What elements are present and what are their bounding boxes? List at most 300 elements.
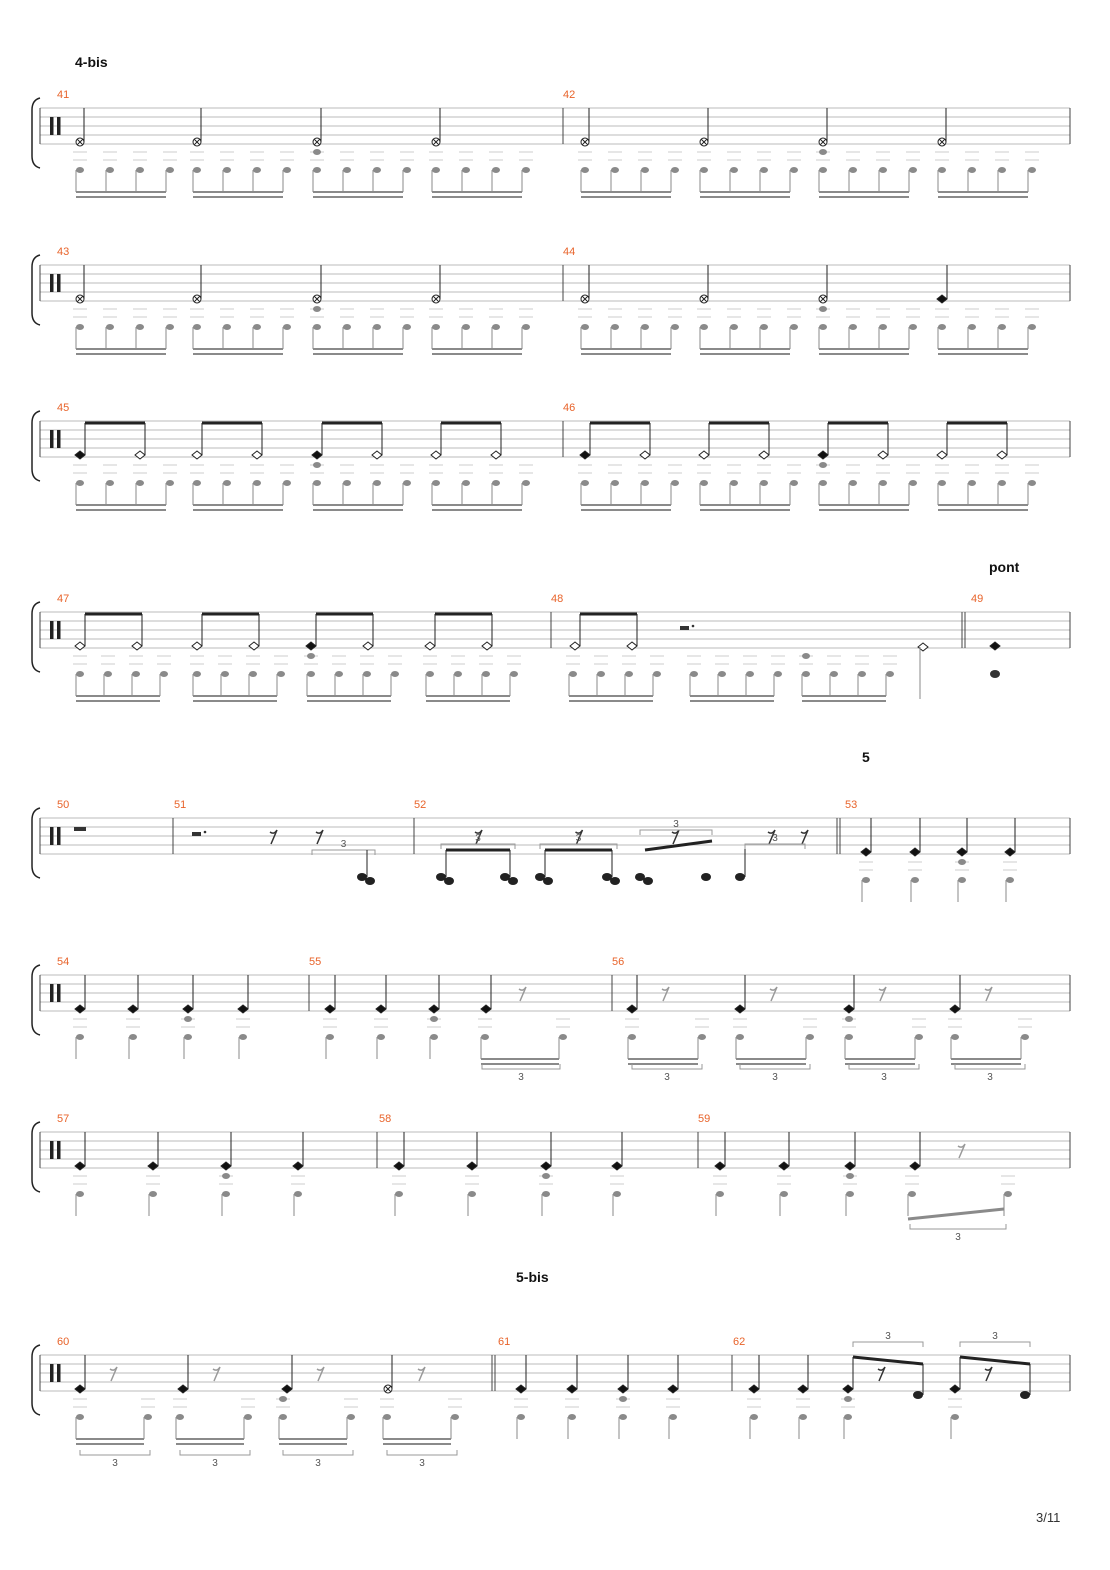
grey-notehead	[193, 324, 201, 330]
tuplet-number: 3	[419, 1458, 425, 1469]
measure-number-47: 47	[57, 593, 70, 605]
grey-notehead	[239, 1034, 247, 1040]
filled-diamond-note	[429, 1005, 439, 1013]
filled-diamond-note	[75, 451, 85, 459]
percussion-clef	[57, 984, 61, 1002]
tuplet-number: 3	[992, 1331, 998, 1342]
grey-notehead	[619, 1414, 627, 1420]
note-beam	[960, 1357, 1030, 1364]
grey-notehead	[879, 480, 887, 486]
grey-notehead	[223, 324, 231, 330]
grey-notehead	[313, 167, 321, 173]
grey-notehead	[223, 480, 231, 486]
grey-notehead	[830, 671, 838, 677]
grey-notehead	[611, 167, 619, 173]
eighth-rest	[270, 830, 277, 844]
grey-notehead	[249, 671, 257, 677]
grey-notehead	[76, 1191, 84, 1197]
eighth-rest	[770, 987, 777, 1001]
section-label-5: 5	[862, 749, 870, 765]
measure-number-50: 50	[57, 799, 70, 811]
grey-notehead	[432, 324, 440, 330]
grey-notehead	[909, 480, 917, 486]
open-diamond-note	[937, 451, 947, 459]
grey-notehead	[700, 324, 708, 330]
open-diamond-note	[491, 451, 501, 459]
grey-notehead	[879, 167, 887, 173]
filled-diamond-note	[178, 1385, 188, 1393]
grey-notehead	[845, 1016, 853, 1022]
grey-notehead	[166, 324, 174, 330]
grey-notehead	[849, 324, 857, 330]
grey-notehead	[1021, 1034, 1029, 1040]
grey-notehead	[1006, 877, 1014, 883]
grey-notehead	[653, 671, 661, 677]
dark-notehead	[990, 670, 1000, 678]
tuplet-number: 3	[315, 1458, 321, 1469]
grey-notehead	[432, 480, 440, 486]
grey-notehead	[313, 306, 321, 312]
half-rest	[192, 832, 201, 836]
filled-diamond-note	[627, 1005, 637, 1013]
grey-notehead	[951, 1414, 959, 1420]
grey-notehead	[790, 480, 798, 486]
grey-notehead	[958, 859, 966, 865]
filled-diamond-note	[612, 1162, 622, 1170]
grey-notehead	[184, 1034, 192, 1040]
filled-diamond-note	[183, 1005, 193, 1013]
filled-diamond-note	[779, 1162, 789, 1170]
grey-notehead	[625, 671, 633, 677]
filled-diamond-note	[325, 1005, 335, 1013]
measure-number-53: 53	[845, 799, 858, 811]
grey-notehead	[611, 324, 619, 330]
grey-notehead	[998, 324, 1006, 330]
grey-notehead	[481, 1034, 489, 1040]
grey-notehead	[106, 324, 114, 330]
grey-notehead	[799, 1414, 807, 1420]
grey-notehead	[426, 671, 434, 677]
open-diamond-note	[135, 451, 145, 459]
grey-notehead	[313, 480, 321, 486]
dark-notehead	[735, 873, 745, 881]
staff-system-4	[0, 594, 1110, 714]
measure-number-44: 44	[563, 246, 576, 258]
open-diamond-note	[192, 451, 202, 459]
grey-notehead	[845, 1034, 853, 1040]
dark-notehead	[1020, 1391, 1030, 1399]
grey-notehead	[76, 671, 84, 677]
grey-notehead	[144, 1414, 152, 1420]
filled-diamond-note	[910, 1162, 920, 1170]
filled-diamond-note	[844, 1005, 854, 1013]
eighth-rest	[519, 987, 526, 1001]
page-number: 3/11	[1036, 1510, 1061, 1525]
dark-notehead	[913, 1391, 923, 1399]
grey-notehead	[641, 480, 649, 486]
section-label-5-bis: 5-bis	[516, 1269, 549, 1285]
grey-notehead	[129, 1034, 137, 1040]
eighth-rest	[879, 987, 886, 1001]
grey-notehead	[700, 480, 708, 486]
measure-number-60: 60	[57, 1336, 70, 1348]
filled-diamond-note	[937, 295, 947, 303]
grey-notehead	[628, 1034, 636, 1040]
grey-notehead	[106, 167, 114, 173]
grey-notehead	[915, 1034, 923, 1040]
tuplet-bracket	[960, 1342, 1030, 1347]
system-brace	[32, 411, 40, 481]
measure-number-54: 54	[57, 956, 70, 968]
grey-notehead	[244, 1414, 252, 1420]
grey-notehead	[391, 671, 399, 677]
grey-notehead	[790, 167, 798, 173]
tuplet-bracket	[283, 1450, 353, 1455]
dark-notehead	[508, 877, 518, 885]
tuplet-number: 3	[772, 1072, 778, 1083]
grey-notehead	[492, 324, 500, 330]
percussion-clef	[57, 621, 61, 639]
grey-notehead	[844, 1396, 852, 1402]
measure-number-57: 57	[57, 1113, 70, 1125]
grey-notehead	[193, 167, 201, 173]
staff-system-6	[0, 957, 1110, 1087]
percussion-clef	[50, 621, 54, 639]
grey-notehead	[849, 480, 857, 486]
grey-notehead	[736, 1034, 744, 1040]
grey-notehead	[283, 167, 291, 173]
grey-notehead	[998, 167, 1006, 173]
grey-notehead	[522, 324, 530, 330]
grey-notehead	[383, 1414, 391, 1420]
grey-notehead	[430, 1034, 438, 1040]
tuplet-bracket	[853, 1342, 923, 1347]
grey-notehead	[279, 1414, 287, 1420]
open-diamond-note	[431, 451, 441, 459]
grey-notehead	[221, 671, 229, 677]
grey-notehead	[184, 1016, 192, 1022]
grey-notehead	[347, 1414, 355, 1420]
grey-notehead	[403, 167, 411, 173]
grey-notehead	[938, 167, 946, 173]
grey-notehead	[938, 324, 946, 330]
section-label-pont: pont	[989, 559, 1020, 575]
grey-notehead	[76, 480, 84, 486]
grey-notehead	[106, 480, 114, 486]
grey-notehead	[641, 167, 649, 173]
percussion-clef	[57, 1141, 61, 1159]
open-diamond-note	[75, 642, 85, 650]
grey-notehead	[844, 1414, 852, 1420]
grey-notehead	[279, 1396, 287, 1402]
system-brace	[32, 1345, 40, 1415]
tuplet-number: 3	[518, 1072, 524, 1083]
open-diamond-note	[570, 642, 580, 650]
grey-notehead	[326, 1034, 334, 1040]
filled-diamond-note	[950, 1385, 960, 1393]
grey-notehead	[253, 480, 261, 486]
dark-notehead	[365, 877, 375, 885]
staff-system-5	[0, 800, 1110, 920]
grey-notehead	[492, 480, 500, 486]
eighth-rest	[317, 1367, 324, 1381]
staff-system-3	[0, 403, 1110, 523]
grey-notehead	[951, 1034, 959, 1040]
grey-notehead	[343, 324, 351, 330]
grey-notehead	[335, 671, 343, 677]
grey-notehead	[1028, 167, 1036, 173]
filled-diamond-note	[910, 848, 920, 856]
grey-notehead	[849, 167, 857, 173]
grey-notehead	[307, 671, 315, 677]
open-diamond-note	[482, 642, 492, 650]
percussion-clef	[57, 1364, 61, 1382]
grey-notehead	[76, 167, 84, 173]
measure-number-55: 55	[309, 956, 322, 968]
grey-notehead	[482, 671, 490, 677]
system-brace	[32, 1122, 40, 1192]
grey-notehead	[283, 324, 291, 330]
eighth-rest	[878, 1367, 885, 1381]
grey-notehead	[462, 167, 470, 173]
filled-diamond-note	[312, 451, 322, 459]
grey-notehead	[858, 671, 866, 677]
grey-notehead	[698, 1034, 706, 1040]
tuplet-number: 3	[955, 1232, 961, 1243]
filled-diamond-note	[845, 1162, 855, 1170]
filled-diamond-note	[541, 1162, 551, 1170]
grey-notehead	[774, 671, 782, 677]
filled-diamond-note	[75, 1385, 85, 1393]
percussion-clef	[50, 1141, 54, 1159]
tuplet-number: 3	[664, 1072, 670, 1083]
grey-notehead	[819, 324, 827, 330]
measure-number-49: 49	[971, 593, 984, 605]
grey-notehead	[510, 671, 518, 677]
grey-notehead	[862, 877, 870, 883]
filled-diamond-note	[306, 642, 316, 650]
filled-diamond-note	[238, 1005, 248, 1013]
dark-notehead	[444, 877, 454, 885]
grey-notehead	[700, 167, 708, 173]
grey-notehead	[911, 877, 919, 883]
percussion-clef	[57, 430, 61, 448]
percussion-clef	[57, 117, 61, 135]
grey-notehead	[403, 480, 411, 486]
grey-notehead	[462, 324, 470, 330]
grey-notehead	[166, 480, 174, 486]
eighth-rest	[110, 1367, 117, 1381]
open-diamond-note	[997, 451, 1007, 459]
eighth-rest	[672, 830, 679, 844]
grey-notehead	[690, 671, 698, 677]
grey-notehead	[294, 1191, 302, 1197]
open-diamond-note	[627, 642, 637, 650]
grey-notehead	[819, 480, 827, 486]
open-diamond-note	[640, 451, 650, 459]
grey-notehead	[750, 1414, 758, 1420]
filled-diamond-note	[618, 1385, 628, 1393]
grey-notehead	[568, 1414, 576, 1420]
system-brace	[32, 255, 40, 325]
grey-notehead	[718, 671, 726, 677]
measure-number-56: 56	[612, 956, 625, 968]
filled-diamond-note	[516, 1385, 526, 1393]
grey-notehead	[432, 167, 440, 173]
whole-rest	[74, 827, 86, 831]
grey-notehead	[968, 167, 976, 173]
grey-notehead	[846, 1191, 854, 1197]
grey-notehead	[780, 1191, 788, 1197]
grey-notehead	[730, 324, 738, 330]
half-rest	[680, 626, 689, 630]
grey-notehead	[430, 1016, 438, 1022]
grey-notehead	[223, 167, 231, 173]
grey-notehead	[132, 671, 140, 677]
grey-notehead	[222, 1191, 230, 1197]
grey-notehead	[998, 480, 1006, 486]
grey-beam	[908, 1209, 1004, 1219]
grey-notehead	[790, 324, 798, 330]
measure-number-59: 59	[698, 1113, 711, 1125]
eighth-rest	[662, 987, 669, 1001]
grey-notehead	[193, 671, 201, 677]
staff-system-2	[0, 247, 1110, 367]
grey-notehead	[909, 324, 917, 330]
grey-notehead	[581, 480, 589, 486]
grey-notehead	[522, 480, 530, 486]
grey-notehead	[730, 167, 738, 173]
rest-dot	[204, 831, 207, 834]
eighth-rest	[316, 830, 323, 844]
measure-number-43: 43	[57, 246, 70, 258]
tuplet-number: 3	[885, 1331, 891, 1342]
grey-notehead	[730, 480, 738, 486]
grey-notehead	[802, 671, 810, 677]
filled-diamond-note	[376, 1005, 386, 1013]
filled-diamond-note	[668, 1385, 678, 1393]
grey-notehead	[597, 671, 605, 677]
grey-notehead	[343, 480, 351, 486]
filled-diamond-note	[394, 1162, 404, 1170]
staff-system-8	[0, 1331, 1110, 1469]
percussion-clef	[50, 984, 54, 1002]
grey-notehead	[908, 1191, 916, 1197]
grey-notehead	[313, 149, 321, 155]
measure-number-45: 45	[57, 402, 70, 414]
tuplet-bracket	[387, 1450, 457, 1455]
tuplet-number: 3	[340, 839, 347, 850]
filled-diamond-note	[148, 1162, 158, 1170]
filled-diamond-note	[467, 1162, 477, 1170]
filled-diamond-note	[990, 642, 1000, 650]
grey-notehead	[542, 1191, 550, 1197]
grey-notehead	[958, 877, 966, 883]
grey-notehead	[307, 653, 315, 659]
open-diamond-note	[363, 642, 373, 650]
grey-notehead	[363, 671, 371, 677]
eighth-rest	[958, 1144, 965, 1158]
grey-notehead	[136, 480, 144, 486]
filled-diamond-note	[221, 1162, 231, 1170]
grey-notehead	[468, 1191, 476, 1197]
grey-notehead	[613, 1191, 621, 1197]
percussion-clef	[50, 827, 54, 845]
grey-notehead	[716, 1191, 724, 1197]
open-diamond-note	[249, 642, 259, 650]
filled-diamond-note	[957, 848, 967, 856]
grey-notehead	[806, 1034, 814, 1040]
open-diamond-note	[878, 451, 888, 459]
grey-notehead	[581, 324, 589, 330]
staff-system-7	[0, 1114, 1110, 1244]
system-brace	[32, 602, 40, 672]
grey-notehead	[104, 671, 112, 677]
grey-notehead	[454, 671, 462, 677]
dark-notehead	[610, 877, 620, 885]
grey-notehead	[760, 480, 768, 486]
eighth-rest	[985, 987, 992, 1001]
tuplet-number: 3	[475, 833, 481, 844]
percussion-clef	[50, 1364, 54, 1382]
tuplet-number: 3	[212, 1458, 218, 1469]
grey-notehead	[669, 1414, 677, 1420]
filled-diamond-note	[715, 1162, 725, 1170]
filled-diamond-note	[735, 1005, 745, 1013]
measure-number-62: 62	[733, 1336, 746, 1348]
measure-number-58: 58	[379, 1113, 392, 1125]
filled-diamond-note	[567, 1385, 577, 1393]
grey-notehead	[277, 671, 285, 677]
percussion-clef	[57, 827, 61, 845]
filled-diamond-note	[843, 1385, 853, 1393]
filled-diamond-note	[481, 1005, 491, 1013]
grey-notehead	[403, 324, 411, 330]
measure-number-42: 42	[563, 89, 576, 101]
tuplet-number: 3	[987, 1072, 993, 1083]
eighth-rest	[213, 1367, 220, 1381]
grey-notehead	[253, 324, 261, 330]
open-diamond-note	[252, 451, 262, 459]
grey-notehead	[253, 167, 261, 173]
grey-notehead	[76, 1034, 84, 1040]
grey-notehead	[581, 167, 589, 173]
grey-notehead	[819, 149, 827, 155]
grey-notehead	[968, 480, 976, 486]
system-brace	[32, 98, 40, 168]
note-beam	[853, 1357, 923, 1364]
measure-number-51: 51	[174, 799, 187, 811]
grey-notehead	[968, 324, 976, 330]
grey-notehead	[76, 324, 84, 330]
grey-notehead	[492, 167, 500, 173]
tuplet-number: 3	[772, 833, 778, 844]
grey-notehead	[176, 1414, 184, 1420]
grey-notehead	[619, 1396, 627, 1402]
open-diamond-note	[192, 642, 202, 650]
system-brace	[32, 808, 40, 878]
grey-notehead	[746, 671, 754, 677]
grey-notehead	[1028, 324, 1036, 330]
filled-diamond-note	[950, 1005, 960, 1013]
filled-diamond-note	[798, 1385, 808, 1393]
filled-diamond-note	[75, 1005, 85, 1013]
grey-notehead	[846, 1173, 854, 1179]
grey-notehead	[377, 1034, 385, 1040]
grey-notehead	[343, 167, 351, 173]
grey-notehead	[760, 324, 768, 330]
tuplet-bracket	[80, 1450, 150, 1455]
